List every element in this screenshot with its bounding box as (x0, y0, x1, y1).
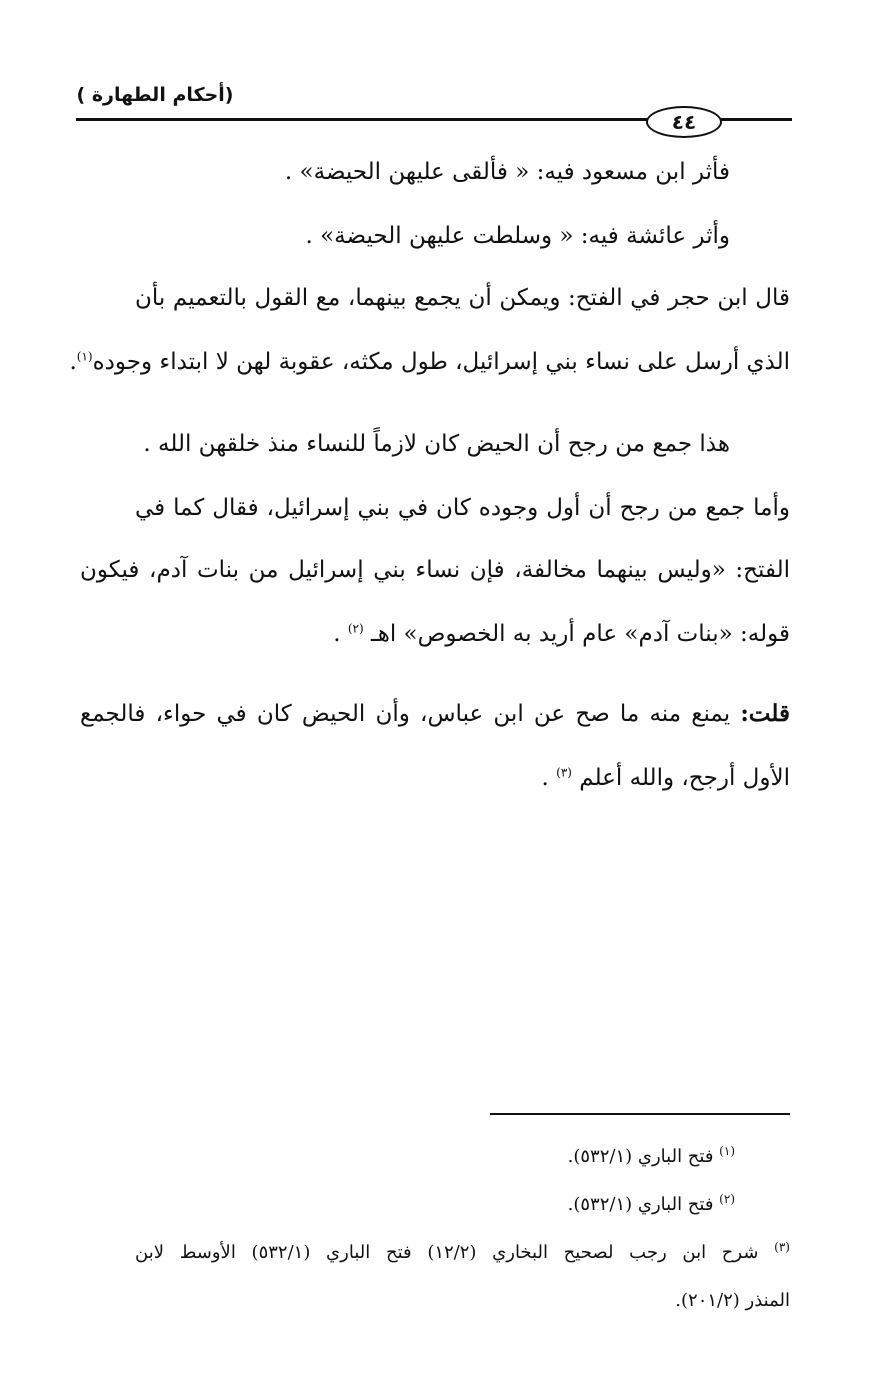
body-line-2: وأثر عائشة فيه: « وسلطت عليهن الحيضة» . (305, 223, 730, 249)
footnote-1-number: (١) (719, 1144, 735, 1158)
body-line-4 (69, 342, 790, 382)
body-line-9-keyword: قلت: (740, 700, 790, 727)
body-line-4-end: . (69, 349, 77, 375)
body-line-8-end: . (333, 621, 348, 647)
body-line-6 (80, 488, 790, 528)
footnote-3-number: (٣) (774, 1240, 790, 1254)
footnote-ref-1: (١) (76, 349, 93, 364)
body-line-3 (80, 278, 790, 318)
footnote-1 (80, 1142, 735, 1172)
book-title: (أحكام الطهارة ) (76, 84, 234, 106)
body-line-9-text: يمنع منه ما صح عن ابن عباس، وأن الحيض كان في حواء، فالجمع (80, 701, 741, 727)
body-line-10-text: الأول أرجح، والله أعلم (579, 765, 790, 791)
body-line-1: فأثر ابن مسعود فيه: « فألقى عليهن الحيضة» . (284, 159, 730, 185)
footnote-3-wrap (135, 1238, 790, 1268)
body-line-9 (80, 694, 790, 734)
footnote-2 (80, 1190, 735, 1220)
body-line-3-text: قال ابن حجر في الفتح: ويمكن أن يجمع بينهما، مع القول بالتعميم بأن (135, 285, 790, 311)
footnote-1-text: فتح الباري (٥٣٢/١). (567, 1146, 720, 1167)
footnote-ref-2: (٢) (347, 621, 364, 636)
page-number: ٤٤ (646, 106, 722, 138)
body-line-7: الفتح: «وليس بينهما مخالفة، فإن نساء بني إسرائيل من بنات آدم، فيكون (80, 557, 790, 583)
body-line-8 (80, 614, 790, 654)
body-line-10 (80, 758, 790, 798)
body-line-10-end: . (541, 765, 557, 791)
footnote-3-continued: المنذر (٢٠١/٢). (675, 1290, 790, 1311)
body-line-5: هذا جمع من رجح أن الحيض كان لازماً للنساء منذ خلقهن الله . (143, 431, 730, 457)
body-line-6-text: وأما جمع من رجح أن أول وجوده كان في بني إسرائيل، فقال كما في (135, 495, 790, 521)
footnote-3 (80, 1238, 790, 1268)
footnote-2-number: (٢) (719, 1192, 735, 1206)
body-line-8-text: قوله: «بنات آدم» عام أريد به الخصوص» اهـ (370, 621, 790, 647)
footnote-rule (490, 1113, 790, 1115)
body-line-4-text: الذي أرسل على نساء بني إسرائيل، طول مكثه، عقوبة لهن لا ابتداء وجوده (92, 349, 790, 375)
footnote-ref-3: (٣) (556, 765, 572, 780)
footnote-2-text: فتح الباري (٥٣٢/١). (567, 1194, 720, 1215)
footnote-3-text: شرح ابن رجب لصحيح البخاري (١٢/٢) فتح الباري (٥٣٢/١) الأوسط لابن (135, 1242, 775, 1263)
